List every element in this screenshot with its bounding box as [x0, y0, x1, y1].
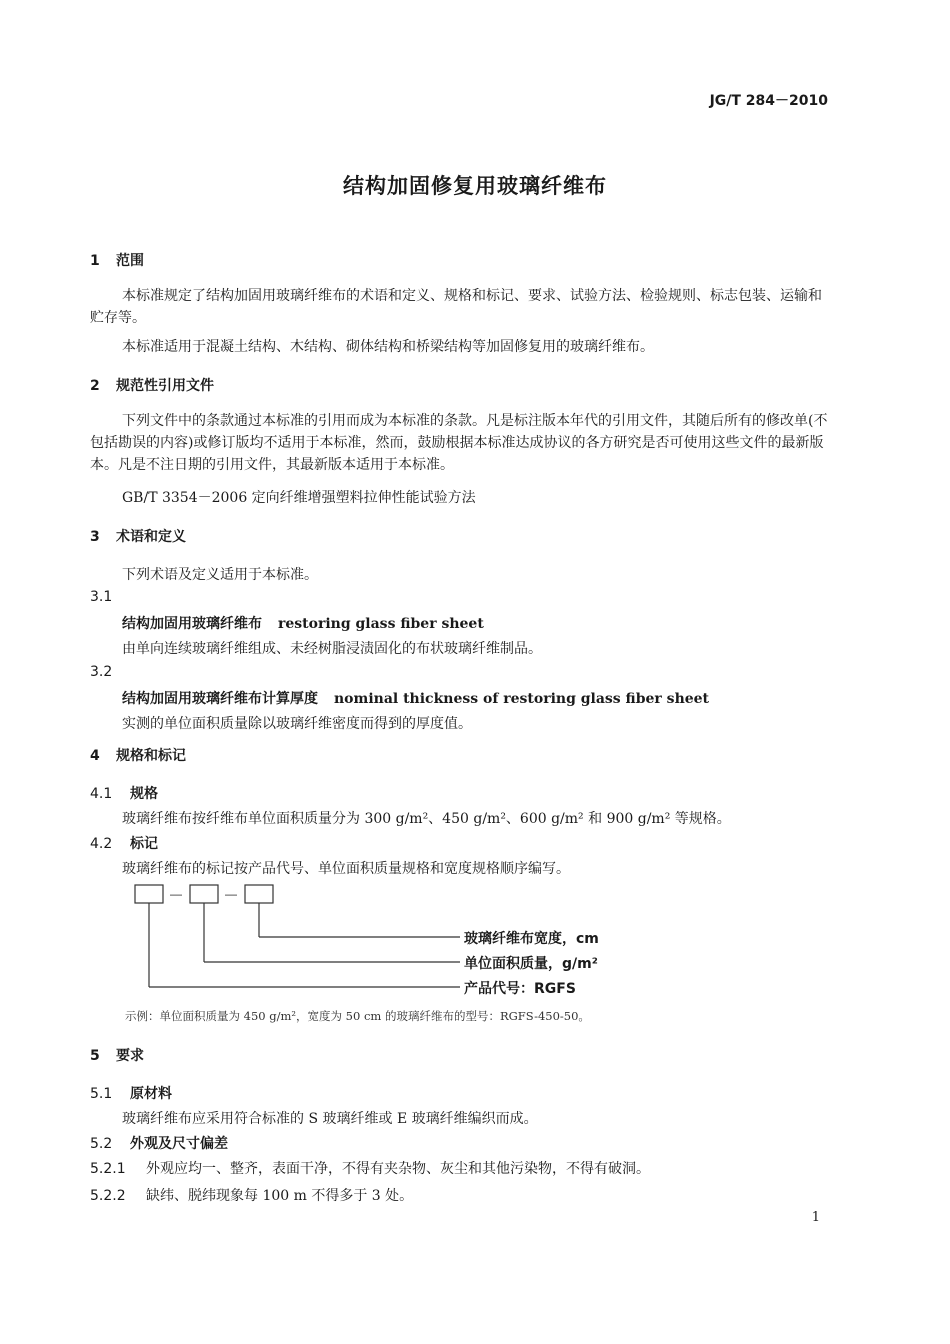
clause-4-2-heading — [90, 833, 158, 853]
clause-5-1-heading — [90, 1083, 172, 1103]
product-code-box — [135, 885, 163, 903]
mass-box — [190, 885, 218, 903]
clause-title: 外观及尺寸偏差 — [130, 1136, 228, 1152]
clause-5-2-2 — [90, 1185, 413, 1205]
term-3-2-number — [90, 664, 130, 680]
section-title: 规格和标记 — [116, 748, 186, 764]
section-5-heading — [90, 1045, 144, 1065]
clause-4-1-text: 玻璃纤维布按纤维布单位面积质量分为 300 g/m²、450 g/m²、600 g/m² 和 900 g/m² 等规格。 — [122, 811, 731, 827]
clause-5-2-heading — [90, 1133, 228, 1153]
clause-number: 5.1 — [90, 1086, 113, 1102]
clause-number: 3.1 — [90, 589, 113, 605]
diagram-label-code: 产品代号：RGFS — [464, 981, 576, 997]
diagram-label-mass: 单位面积质量，g/m² — [464, 956, 598, 972]
normative-reference: GB/T 3354－2006 定向纤维增强塑料拉伸性能试验方法 — [122, 490, 476, 506]
term-3-1-number — [90, 589, 130, 605]
section-number: 2 — [90, 378, 100, 394]
width-box — [245, 885, 273, 903]
section-number: 5 — [90, 1048, 100, 1064]
clause-4-2-text: 玻璃纤维布的标记按产品代号、单位面积质量规格和宽度规格顺序编写。 — [122, 861, 570, 877]
marking-diagram — [130, 882, 630, 1002]
diagram-dash-2: — — [225, 887, 237, 901]
section-2-heading — [90, 375, 214, 395]
section-4-heading — [90, 745, 186, 765]
section-title: 范围 — [116, 253, 144, 269]
clause-title: 规格 — [130, 786, 158, 802]
section-1-paragraph-2: 本标准适用于混凝土结构、木结构、砌体结构和桥梁结构等加固修复用的玻璃纤维布。 — [122, 339, 654, 355]
section-2-paragraph-1: 下列文件中的条款通过本标准的引用而成为本标准的条款。凡是标注版本年代的引用文件，其随后所有的修改单(不包括勘误的内容)或修订版均不适用于本标准，然而，鼓励根据本标准达成协议的各方研究是否可使用这些文件的最新版本。凡是不注日期的引用文件，其最新版本适用于本标准。 — [90, 413, 828, 473]
diagram-dash-1: — — [170, 887, 182, 901]
term-en: nominal thickness of restoring glass fiber sheet — [334, 691, 710, 707]
clause-number: 3.2 — [90, 664, 113, 680]
term-3-2 — [122, 688, 709, 708]
clause-title: 原材料 — [130, 1086, 172, 1102]
section-1-heading — [90, 250, 144, 270]
term-3-1 — [122, 613, 484, 633]
clause-number: 4.1 — [90, 786, 113, 802]
clause-number: 5.2 — [90, 1136, 113, 1152]
clause-number: 4.2 — [90, 836, 113, 852]
clause-number: 5.2.2 — [90, 1188, 126, 1204]
section-number: 3 — [90, 529, 100, 545]
page-number: 1 — [811, 1210, 820, 1225]
section-3-heading — [90, 526, 186, 546]
standard-number: JG/T 284－2010 — [709, 93, 828, 109]
section-title: 规范性引用文件 — [116, 378, 214, 394]
term-zh: 结构加固用玻璃纤维布 — [122, 616, 262, 632]
clause-title: 标记 — [130, 836, 158, 852]
clause-text: 外观应均一、整齐，表面干净，不得有夹杂物、灰尘和其他污染物，不得有破洞。 — [146, 1161, 650, 1177]
diagram-label-width: 玻璃纤维布宽度，cm — [464, 931, 599, 947]
document-title: 结构加固修复用玻璃纤维布 — [343, 174, 607, 198]
clause-number: 5.2.1 — [90, 1161, 126, 1177]
clause-5-1-text: 玻璃纤维布应采用符合标准的 S 玻璃纤维或 E 玻璃纤维编织而成。 — [122, 1111, 538, 1127]
section-title: 要求 — [116, 1048, 144, 1064]
term-3-2-definition: 实测的单位面积质量除以玻璃纤维密度而得到的厚度值。 — [122, 716, 472, 732]
section-1-paragraph-1: 本标准规定了结构加固用玻璃纤维布的术语和定义、规格和标记、要求、试验方法、检验规则、标志包装、运输和贮存等。 — [90, 288, 822, 326]
section-3-intro: 下列术语及定义适用于本标准。 — [122, 567, 318, 583]
clause-text: 缺纬、脱纬现象每 100 m 不得多于 3 处。 — [146, 1188, 414, 1204]
term-3-1-definition: 由单向连续玻璃纤维组成、未经树脂浸渍固化的布状玻璃纤维制品。 — [122, 641, 542, 657]
section-number: 1 — [90, 253, 100, 269]
marking-example: 示例：单位面积质量为 450 g/m²，宽度为 50 cm 的玻璃纤维布的型号：RGFS-450-50。 — [125, 1009, 590, 1023]
term-zh: 结构加固用玻璃纤维布计算厚度 — [122, 691, 318, 707]
section-title: 术语和定义 — [116, 529, 186, 545]
clause-5-2-1 — [90, 1158, 650, 1178]
clause-4-1-heading — [90, 783, 158, 803]
section-number: 4 — [90, 748, 100, 764]
term-en: restoring glass fiber sheet — [278, 616, 484, 632]
